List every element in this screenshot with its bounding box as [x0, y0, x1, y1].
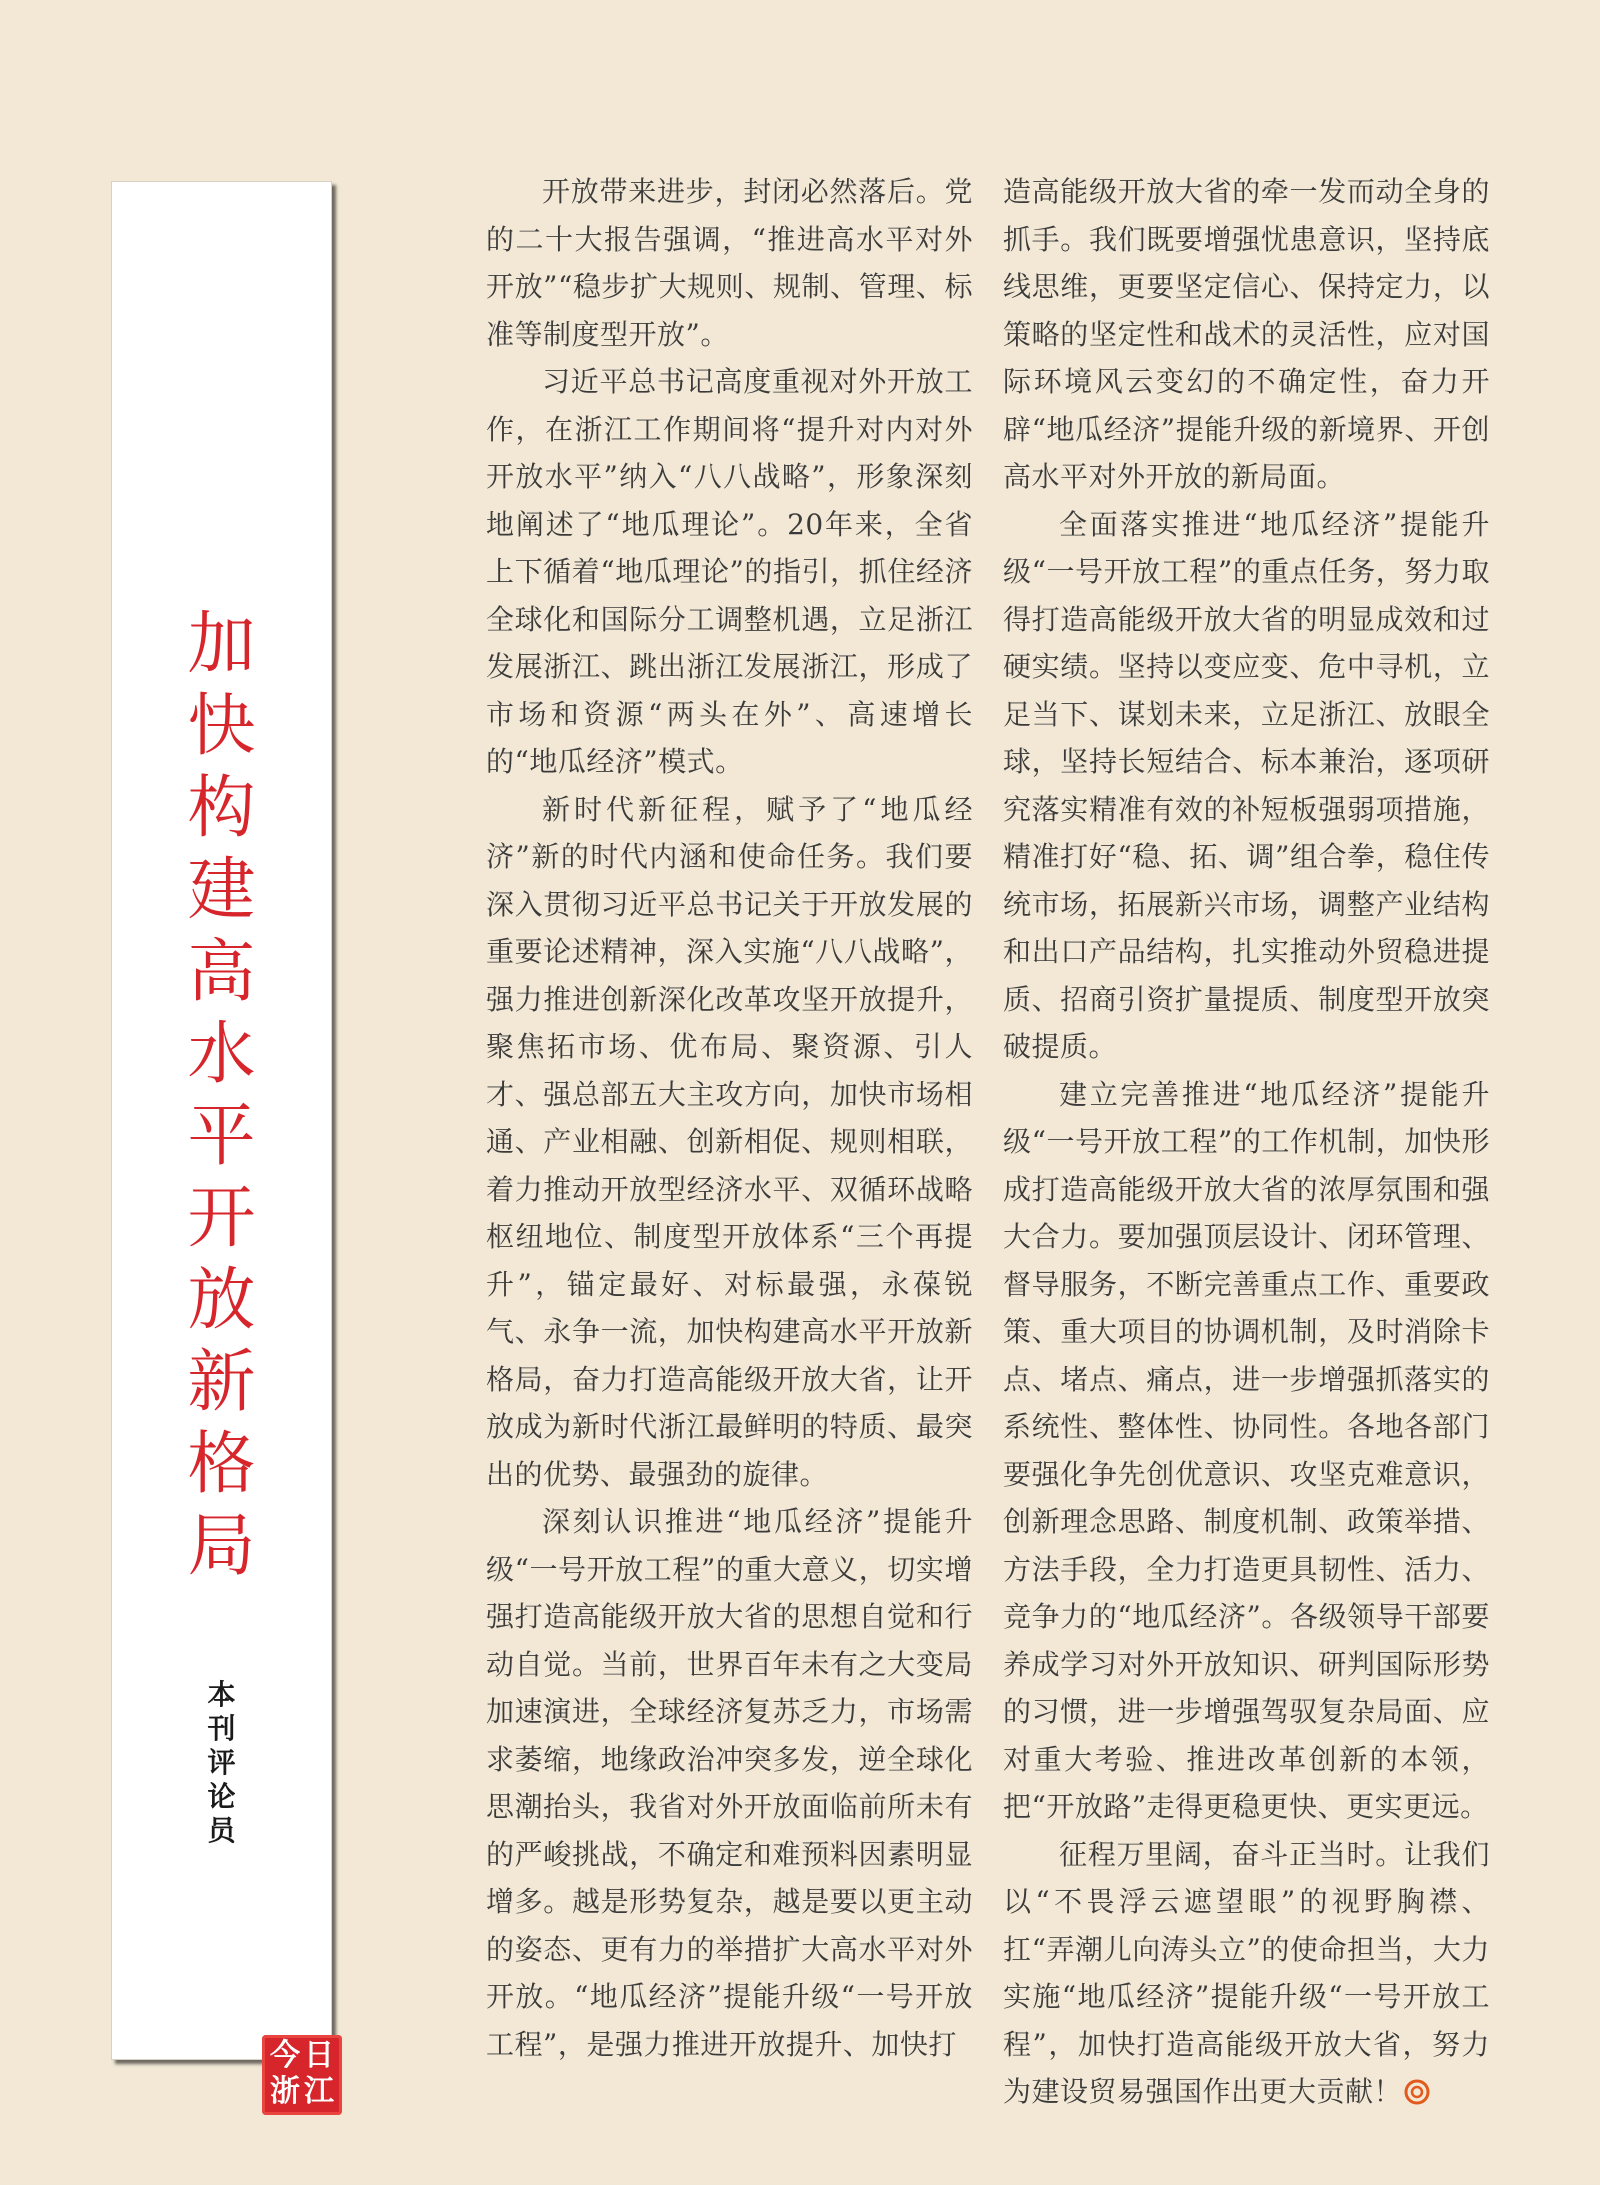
article-column-left: [486, 168, 973, 2068]
seal-stamp-icon: [262, 2035, 342, 2115]
article-paragraph: 建立完善推进“地瓜经济”提能升级“一号开放工程”的工作机制，加快形成打造高能级开放大省的浓厚氛围和强大合力。要加强顶层设计、闭环管理、督导服务，不断完善重点工作、重要政策、重大项目的协调机制，及时消除卡点、堵点、痛点，进一步增强抓落实的系统性、整体性、协同性。各地各部门要强化争先创优意识、攻坚克难意识，创新理念思路、制度机制、政策举措、方法手段，全力打造更具韧性、活力、竞争力的“地瓜经济”。各级领导干部要养成学习对外开放知识、研判国际形势的习惯，进一步增强驾驭复杂局面、应对重大考验、推进改革创新的本领，把“开放路”走得更稳更快、更实更远。: [1003, 1077, 1490, 1823]
article-paragraph: 新时代新征程，赋予了“地瓜经济”新的时代内涵和使命任务。我们要深入贯彻习近平总书记关于开放发展的重要论述精神，深入实施“八八战略”，强力推进创新深化改革攻坚开放提升，聚焦拓市场、优布局、聚资源、引人才、强总部五大主攻方向，加快市场相通、产业相融、创新相促、规则相联，着力推动开放型经济水平、双循环战略枢纽地位、制度型开放体系“三个再提升”，锚定最好、对标最强，永葆锐气、永争一流，加快构建高水平开放新格局，奋力打造高能级开放大省，让开放成为新时代浙江最鲜明的特质、最突出的优势、最强劲的旋律。: [486, 792, 973, 1491]
end-mark-icon: [1404, 2079, 1430, 2105]
article-column-right: [1003, 168, 1490, 2116]
byline: 本刊评论员: [207, 1678, 236, 1847]
article-paragraph: 习近平总书记高度重视对外开放工作，在浙江工作期间将“提升对内对外开放水平”纳入“八八战略”，形象深刻地阐述了“地瓜理论”。20年来，全省上下循着“地瓜理论”的指引，抓住经济全球化和国际分工调整机遇，立足浙江发展浙江、跳出浙江发展浙江，形成了市场和资源“两头在外”、高速增长的“地瓜经济”模式。: [486, 365, 973, 778]
seal-glyph: 日: [304, 2038, 334, 2073]
seal-glyph: 江: [304, 2074, 334, 2109]
sidebar-panel: [111, 181, 334, 2109]
article-paragraph: 开放带来进步，封闭必然落后。党的二十大报告强调，“推进高水平对外开放”“稳步扩大规则、规制、管理、标准等制度型开放”。: [486, 175, 973, 351]
article-paragraph: [1003, 1831, 1490, 2116]
seal-glyph: 浙: [270, 2074, 300, 2109]
page-title: 加快构建高水平开放新格局: [187, 605, 256, 1586]
article-paragraph-text: 征程万里阔，奋斗正当时。让我们以“不畏浮云遮望眼”的视野胸襟、扛“弄潮儿向涛头立”的使命担当，大力实施“地瓜经济”提能升级“一号开放工程”，加快打造高能级开放大省，努力为建设贸易强国作出更大贡献！: [1003, 1837, 1490, 2108]
article-paragraph: 深刻认识推进“地瓜经济”提能升级“一号开放工程”的重大意义，切实增强打造高能级开放大省的思想自觉和行动自觉。当前，世界百年未有之大变局加速演进，全球经济复苏乏力，市场需求萎缩，地缘政治冲突多发，逆全球化思潮抬头，我省对外开放面临前所未有的严峻挑战，不确定和难预料因素明显增多。越是形势复杂，越是要以更主动的姿态、更有力的举措扩大高水平对外开放。“地瓜经济”提能升级“一号开放工程”，是强力推进开放提升、加快打: [486, 1505, 973, 2061]
article-paragraph: 造高能级开放大省的牵一发而动全身的抓手。我们既要增强忧患意识，坚持底线思维，更要坚定信心、保持定力，以策略的坚定性和战术的灵活性，应对国际环境风云变幻的不确定性，奋力开辟“地瓜经济”提能升级的新境界、开创高水平对外开放的新局面。: [1003, 175, 1490, 493]
article-paragraph: 全面落实推进“地瓜经济”提能升级“一号开放工程”的重点任务，努力取得打造高能级开放大省的明显成效和过硬实绩。坚持以变应变、危中寻机，立足当下、谋划未来，立足浙江、放眼全球，坚持长短结合、标本兼治，逐项研究落实精准有效的补短板强弱项措施，精准打好“稳、拓、调”组合拳，稳住传统市场，拓展新兴市场，调整产业结构和出口产品结构，扎实推动外贸稳进提质、招商引资扩量提质、制度型开放突破提质。: [1003, 507, 1490, 1063]
seal-glyph: 今: [270, 2038, 300, 2073]
